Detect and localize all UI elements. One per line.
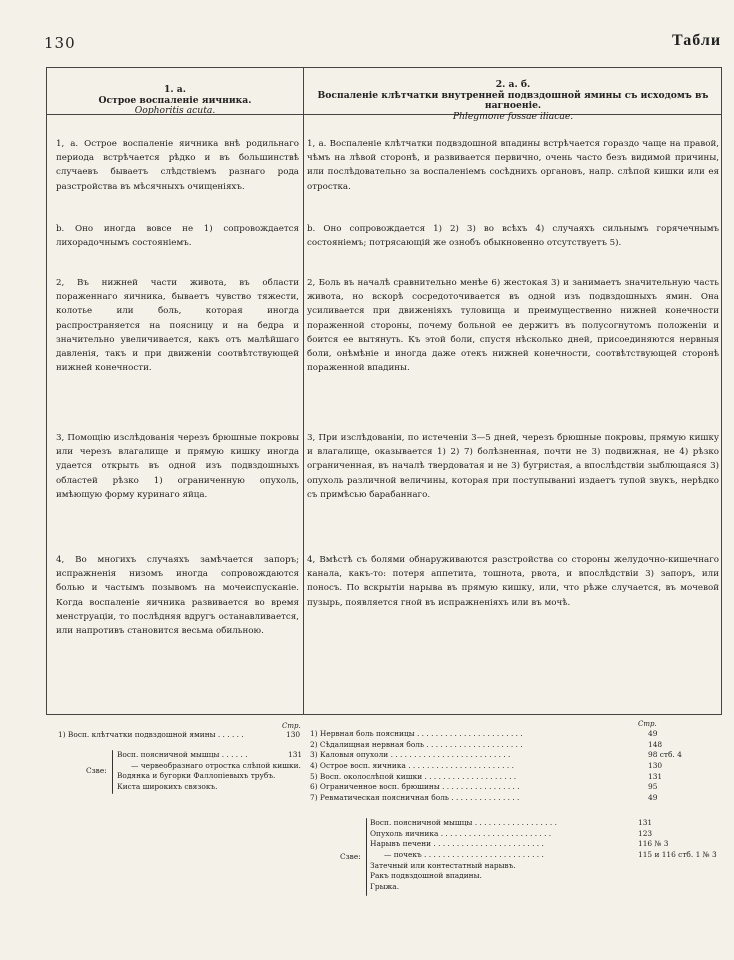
list-item: 3) Каловыя опухоли . . . . . . . . . . . . . . . . . . . . . . . . . . 98 стб. 4 — [310, 750, 682, 760]
list-item: 2) Сѣдалищная нервная боль . . . . . . . . . . . . . . . . . . . . . 148 — [310, 739, 663, 749]
list-item: Затечный или контестатный нарывъ. — [370, 860, 516, 870]
footnote-left-save-list — [117, 750, 301, 793]
column-1-header — [50, 85, 300, 117]
list-item: Киста широкихъ связокъ. — [117, 782, 218, 792]
column-divider — [303, 67, 304, 715]
column-2-title: Воспаленiе клѣтчатки внутренней подвздошной ямины съ исходомъ въ нагноенiе. — [317, 89, 709, 111]
list-item: Ракъ подвздошной впадины. — [370, 871, 482, 881]
footnote-right-list — [310, 729, 720, 804]
footnote-left-str-label: Стр. — [282, 722, 301, 730]
footnote-right-save-list — [370, 818, 720, 893]
col1-para-1b: b. Оно иногда вовсе не 1) сопровождается лихорадочнымъ состоянiемъ. — [56, 224, 299, 249]
footnote-page: 130 — [286, 730, 301, 739]
footnote-right-save-label: Сзве: — [340, 852, 361, 861]
column-2-number: 2. а. б. — [495, 79, 531, 90]
brace — [366, 818, 367, 896]
col2-para-4: 4, Вмѣстѣ съ болями обнаруживаются разстройства со стороны желудочно-кишечнаго канала, какъ-то: потеря аппетита, тошнота, рвота, и впослѣдствiи 3) запоръ, или поносъ. По вскрытiи нарыва въ прямую кишку, или, что рѣже случается, въ мочевой пузырь, появляется гной въ испражненiяхъ или въ мочѣ. — [307, 555, 719, 608]
col2-para-1b: b. Оно сопровождается 1) 2) 3) во всѣхъ 4) случаяхъ сильнымъ горячечнымъ состоянiемъ; потрясающiй же ознобъ обыкновенно отсутствуетъ 5). — [307, 224, 719, 249]
running-head: Табли — [672, 32, 722, 49]
list-item: 1) Нервная боль поясницы . . . . . . . . . . . . . . . . . . . . . . . 49 — [310, 729, 658, 738]
column-2-latin: Phlegmone fossae iliacae. — [452, 110, 574, 122]
list-item: 4) Острое восп. яичника . . . . . . . . . . . . . . . . . . . . . . . 130 — [310, 761, 663, 771]
column-2-header — [308, 80, 718, 122]
col1-para-2: 2, Въ нижней части живота, въ области пораженнаго яичника, бываетъ чувство тяжести, колотье или боль, которая иногда распространяется на поясницу и на бедра и значительно увеличивается, какъ отъ малѣйшаго давленiя, такъ и при движенiи соотвѣтствующей нижней конечности. — [56, 278, 299, 374]
footnote-left-save-label: Сзве: — [86, 766, 107, 775]
list-item: 7) Ревматическая поясничная боль . . . . . . . . . . . . . . . 49 — [310, 793, 658, 803]
list-item: 6) Ограниченное восп. брюшины . . . . . . . . . . . . . . . . . 95 — [310, 782, 658, 792]
col2-para-2: 2, Боль въ началѣ сравнительно менѣе 6) жестокая 3) и занимаетъ значительную часть живота, но вскорѣ сосредоточивается въ одной изъ подвздошныхъ ямин. Она усиливается при движенiяхъ туловища и преимущественно нижней конечности пораженной стороны, почему больной ее держитъ въ полусогнутомъ положенiи и боится ее вытянуть. Къ этой боли, спустя нѣсколько дней, присоединяются нервныя боли, онѣмѣнiе и иногда даже отекъ нижней конечности, соотвѣтствующей сторонѣ пораженной впадины. — [307, 278, 719, 374]
col1-para-4: 4, Во многихъ случаяхъ замѣчается запоръ; испражненiя низомъ иногда сопровождаются болью и частымъ позывомъ на мочеиспусканiе. Когда воспаленiе яичника развивается во время менструацiи, то послѣдняя вдругъ останавливается, или напротивъ становится весьма обильною. — [56, 555, 299, 637]
page-number: 130 — [44, 34, 76, 52]
column-1-title: Острое воспаленiе яичника. — [98, 94, 252, 106]
brace — [112, 750, 113, 794]
list-item: — почекъ . . . . . . . . . . . . . . . . . . . . . . . . . . 115 и 116 стб. 1 № 3 — [384, 850, 717, 860]
list-item: 5) Восп. околослѣпой кишки . . . . . . . . . . . . . . . . . . . . 131 — [310, 771, 663, 781]
column-1-latin: Oophoritis acuta. — [134, 105, 216, 116]
list-item: Водянка и бугорки Фаллопiевыхъ трубъ. — [117, 771, 276, 781]
footnote-left-main — [58, 730, 301, 741]
footnote-text: 1) Восп. клѣтчатки подвздошной ямины . . . . . . — [58, 730, 244, 739]
list-item: Грыжа. — [370, 882, 400, 892]
footnote-right-str-label: Стр. — [638, 720, 657, 728]
list-item: Восп. поясничной мышцы . . . . . . . . . . . . . . . . . . 131 — [370, 818, 653, 827]
column-1-number: 1. а. — [164, 84, 186, 95]
list-item: Восп. поясничной мышцы . . . . . . 131 — [117, 750, 303, 759]
list-item: Опухоль яичника . . . . . . . . . . . . . . . . . . . . . . . . 123 — [370, 828, 653, 838]
col2-para-1a: 1, а. Воспаленiе клѣтчатки подвздошной впадины встрѣчается гораздо чаще на правой, чѣмъ на лѣвой сторонѣ, и развивается первично, очень часто безъ видимой причины, или послѣдовательно за воспаленiемъ сосѣднихъ органовъ, напр. слѣпой кишки или ея отростка. — [307, 139, 719, 192]
col2-para-3: 3, При изслѣдованiи, по истеченiи 3—5 дней, черезъ брюшные покровы, прямую кишку и влагалище, оказывается 1) 2) 7) болѣзненная, почти не 3) подвижная, не 4) рѣзко ограниченная, въ началѣ твердоватая и не 3) бугристая, а впослѣдствiи зыблющаяся 3) опухоль различной величины, которая при поступываниi издаетъ тупой звукъ, нерѣдко съ примѣсью барабаннаго. — [307, 433, 719, 500]
list-item: Нарывъ печени . . . . . . . . . . . . . . . . . . . . . . . . 116 № 3 — [370, 839, 669, 849]
col1-para-1a: 1, а. Острое воспаленiе яичника внѣ родильнаго периода встрѣчается рѣдко и въ большинствѣ случаевъ бываетъ слѣдствiемъ разнаго рода разстройства въ мѣсячныхъ очищенiяхъ. — [56, 139, 299, 192]
col1-para-3: 3, Помощiю изслѣдованiя черезъ брюшные покровы или черезъ влагалище и прямую кишку иногда удается открыть въ одной изъ подвздошныхъ областей рѣзко 1) ограниченную опухоль, имѣющую форму куринаго яйца. — [56, 433, 299, 500]
list-item: — червеобразнаго отростка слѣпой кишки. — [131, 760, 301, 770]
